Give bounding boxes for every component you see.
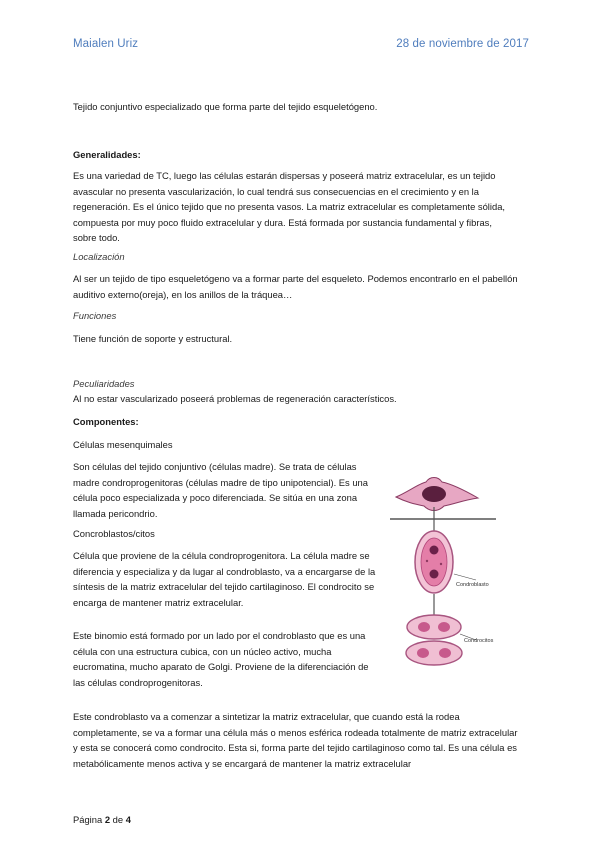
chondrocyte-lower <box>406 641 462 665</box>
mesenchymal-nucleus <box>422 486 446 502</box>
mesenquimales-text: Son células del tejido conjuntivo (células madre). Se trata de células madre condroprogenitoras (células madre de tipo unipotencial). Es una célula poco especializada y poco diferenciada. Se sitúa en una zona llamada pericondrio. <box>73 461 368 519</box>
condrocitos-label: Condrocitos <box>464 638 494 644</box>
funciones-text: Tiene función de soporte y estructural. <box>73 333 233 344</box>
localizacion-heading: Localización <box>73 251 125 262</box>
mesenquimales-heading: Células mesenquimales <box>73 439 173 450</box>
concroblastos-text-3: Este condroblasto va a comenzar a sintetizar la matriz extracelular, que cuando está la rodea completamente, se va a formar una célula más o menos esférica rodeada totalmente de matriz extracelular y esta se conocerá como condrocito. Esta si, forma parte del tejido cartilaginoso como tal. Es una célula es metabólicamente menos activa y se encargará de mantener la matriz extracelular <box>73 711 518 769</box>
header-author: Maialen Uriz <box>73 38 139 50</box>
peculiaridades-text: Al no estar vascularizado poseerá problemas de regeneración característicos. <box>73 393 397 404</box>
cell-differentiation-figure <box>368 462 518 694</box>
concroblastos-text-1: Célula que proviene de la célula condroprogenitora. La célula madre se diferencia y especializa y da lugar al condroblasto, va a encargarse de la síntesis de la matriz extracelular del tejido cartilaginoso. El condrocito se encarga de mantener matriz extracelular. <box>73 550 376 608</box>
footer-prefix: Página <box>73 814 103 825</box>
intro-text: Tejido conjuntivo especializado que forma parte del tejido esqueletógeno. <box>73 101 378 112</box>
peculiaridades-heading: Peculiaridades <box>73 378 135 389</box>
concroblastos-heading: Concroblastos/citos <box>73 528 155 539</box>
condroblasto-label: Condroblasto <box>456 582 489 588</box>
funciones-heading: Funciones <box>73 310 117 321</box>
header-date: 28 de noviembre de 2017 <box>396 38 529 50</box>
cell-differentiation-illustration <box>368 462 518 694</box>
concroblastos-text-2: Este binomio está formado por un lado por el condroblasto que es una célula con una estructura cubica, con un núcleo activo, mucha eucromatina, mucho aparato de Golgi. Proviene de la diferenciación de las células condroprogenitoras. <box>73 630 369 688</box>
generalidades-text: Es una variedad de TC, luego las células estarán dispersas y poseerá matriz extracelular, es un tejido avascular no presenta vascularización, lo cual tendrá sus consecuencias en el crecimiento y en la regeneración. Es el único tejido que no presenta vasos. La matriz extracelular es completamente sólida, compuesta por muy poco fluido extracelular y dura. Está formada por sustancia fundamental y fibras, sobre todo. <box>73 170 506 244</box>
generalidades-heading: Generalidades: <box>73 149 141 160</box>
componentes-heading: Componentes: <box>73 416 139 427</box>
footer-total-pages: 4 <box>125 814 131 825</box>
footer-middle: de <box>112 814 124 825</box>
page-footer <box>73 814 131 825</box>
localizacion-text: Al ser un tejido de tipo esqueletógeno va a formar parte del esqueleto. Podemos encontrarlo en el pabellón auditivo externo(oreja), en los anillos de la tráquea… <box>73 273 518 300</box>
footer-page-number: 2 <box>104 814 111 825</box>
chondrocyte-upper <box>407 615 461 639</box>
